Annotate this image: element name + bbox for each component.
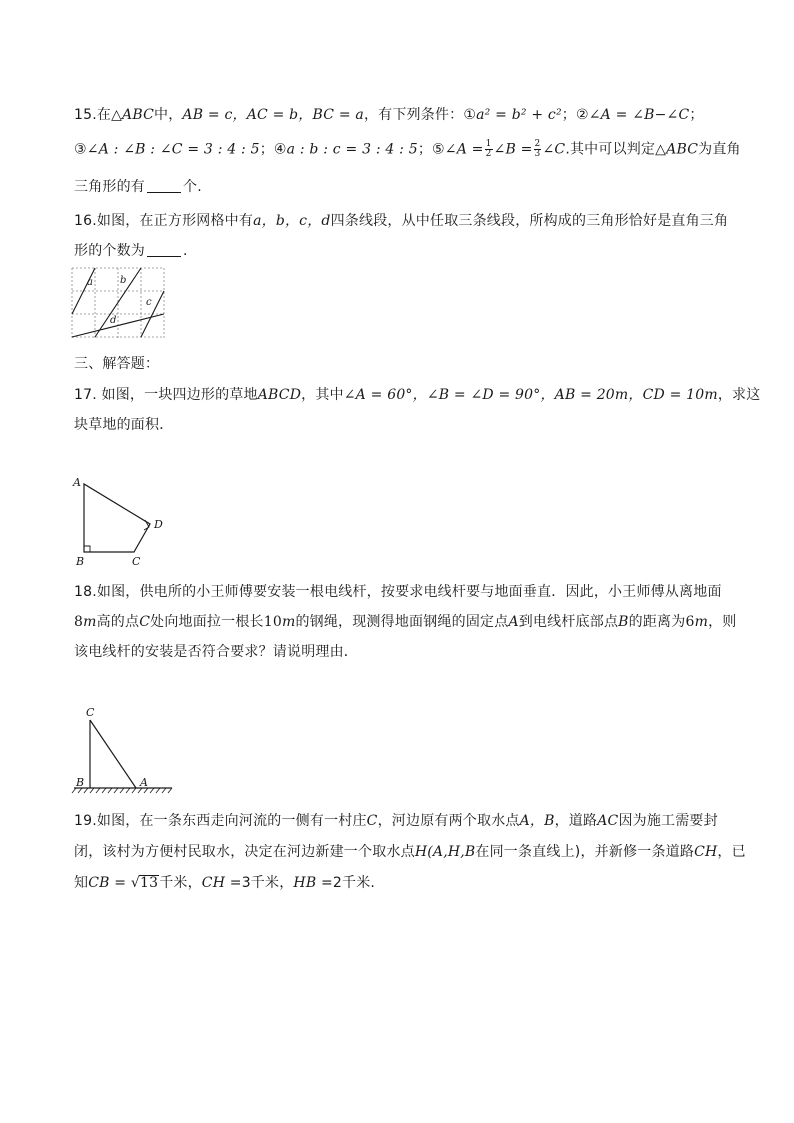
quadrilateral-abcd — [84, 484, 150, 552]
label-b: b — [120, 275, 127, 286]
q18-line-2 — [74, 613, 736, 631]
fraction-denominator: 2 — [485, 149, 492, 159]
q16-text: 四条线段，从中任取三条线段，所构成的三角形恰好是直角三角 — [330, 213, 729, 229]
q15-text: ； — [689, 107, 704, 123]
section-3-heading: 三、解答题： — [74, 356, 160, 372]
q16-grid-figure — [70, 265, 170, 341]
q19-text: 2千米. — [332, 875, 376, 891]
q19-math: A，B — [519, 813, 555, 829]
q17-line-2: 块草地的面积． — [74, 417, 174, 433]
q19-text: 在同一条直线上)，并新修一条道路 — [475, 844, 695, 860]
q19-math: CH = — [201, 875, 242, 891]
q15-line-2 — [74, 140, 741, 159]
q19-line-3 — [74, 874, 375, 892]
q15-text: ；④ — [259, 141, 287, 158]
q19-math: H(A,H,B — [414, 844, 476, 860]
q19-text: 千米， — [159, 875, 202, 891]
q18-unit: m — [83, 614, 97, 630]
q19-text: ，河边原有两个取水点 — [377, 813, 520, 829]
q19-text: 3千米， — [241, 875, 294, 891]
cable-ca — [90, 720, 136, 788]
q15-text: 个. — [183, 179, 202, 195]
q15-math: AB = c，AC = b，BC = a — [182, 107, 364, 123]
sqrt-radicand: 13 — [139, 875, 159, 891]
point-label-a: A — [140, 776, 148, 789]
vertex-label-a: A — [73, 476, 81, 489]
q19-text: 因为施工需要封 — [618, 813, 718, 829]
q19-math: HB = — [293, 875, 333, 891]
q18-line-1: 18.如图，供电所的小王师傅要安装一根电线杆，按要求电线杆要与地面垂直．因此，小王师傅从离地面 — [74, 584, 722, 600]
q19-text: 闭，该村为方便村民取水，决定在河边新建一个取水点 — [74, 844, 415, 860]
point-label-b: B — [76, 776, 85, 789]
q15-text: ，有下列条件：① — [363, 107, 477, 123]
q15-text: ③ — [74, 141, 87, 158]
q19-line-1 — [74, 812, 718, 830]
answer-blank[interactable] — [147, 180, 181, 193]
q15-math: ABC — [122, 107, 155, 123]
label-d: d — [110, 315, 117, 326]
q15-line-1 — [74, 106, 704, 124]
q19-text: 知 — [74, 875, 89, 891]
q18-text: 高的点 — [96, 614, 140, 630]
fraction-numerator: 1 — [485, 139, 492, 149]
q15-text: 15.在△ — [74, 107, 123, 123]
q17-text: 17. 如图，一块四边形的草地 — [74, 387, 258, 403]
fraction-numerator: 2 — [534, 139, 541, 149]
q18-math: A — [508, 614, 519, 630]
q19-text: 19.如图，在一条东西走向河流的一侧有一村庄 — [74, 813, 367, 829]
q15-math: ABC — [666, 141, 699, 158]
label-c: c — [146, 297, 152, 308]
q15-math: ∠B = — [493, 141, 533, 158]
q16-text: . — [183, 243, 188, 259]
label-a: a — [87, 277, 93, 288]
q19-math: AC — [597, 813, 619, 829]
q15-text: ；② — [561, 107, 589, 123]
segment-a — [72, 268, 95, 314]
q18-unit: m — [694, 614, 709, 630]
q19-math: CB = — [88, 875, 127, 891]
q18-number: 10 — [263, 614, 282, 630]
q18-unit: m — [281, 614, 296, 630]
q17-math: ABCD — [257, 387, 302, 403]
q18-number: 8 — [74, 614, 84, 630]
q18-line-3: 该电线杆的安装是否符合要求？请说明理由． — [74, 644, 358, 660]
sqrt-sign: √ — [130, 875, 140, 891]
q18-text: 处向地面拉一根长 — [150, 614, 264, 630]
q16-line-2 — [74, 242, 188, 260]
q15-text: 三角形的有 — [74, 179, 145, 195]
q18-text: 的钢绳，现测得地面钢绳的固定点 — [295, 614, 509, 630]
q15-text: 为直角 — [698, 141, 741, 158]
q17-line-1 — [74, 386, 760, 404]
q17-text: ，其中 — [301, 387, 344, 403]
q16-text: 形的个数为 — [74, 243, 145, 259]
ground-hatching — [72, 788, 172, 793]
q15-math: ∠A = ∠B−∠C — [588, 107, 690, 123]
q15-text: 中， — [154, 107, 183, 123]
q15-math: a : b : c = 3 : 4 : 5 — [286, 141, 418, 158]
q15-math: ∠A = — [444, 141, 484, 158]
answer-blank[interactable] — [147, 244, 181, 257]
q15-line-3 — [74, 178, 202, 196]
q19-line-2 — [74, 843, 746, 861]
point-label-c: C — [86, 706, 95, 719]
q19-text: ，已 — [717, 844, 746, 860]
q15-text: .其中可以判定△ — [565, 141, 667, 158]
q18-text: ，则 — [708, 614, 737, 630]
q16-math: a，b，c，d — [253, 213, 331, 229]
fraction-denominator: 3 — [534, 149, 541, 159]
q15-math: ∠C — [542, 141, 566, 158]
q18-text: 的距离为 — [628, 614, 686, 630]
fraction-two-thirds — [534, 140, 542, 159]
vertex-label-c: C — [132, 555, 141, 568]
q16-line-1 — [74, 212, 728, 230]
q17-text: ，求这 — [717, 387, 761, 403]
q15-math: ∠A : ∠B : ∠C = 3 : 4 : 5 — [86, 141, 260, 158]
q18-text: 到电线杆底部点 — [518, 614, 619, 630]
q18-number: 6 — [685, 614, 695, 630]
segment-b — [95, 268, 141, 337]
q19-text: ，道路 — [554, 813, 598, 829]
q18-math: C — [139, 614, 151, 630]
q19-math: CH — [694, 844, 718, 860]
q18-pole-figure — [70, 700, 176, 796]
vertex-label-d: D — [154, 518, 163, 531]
q17-quadrilateral-figure — [70, 472, 170, 570]
q15-text: ；⑤ — [417, 141, 445, 158]
q16-text: 16.如图，在正方形网格中有 — [74, 213, 254, 229]
fraction-one-half — [485, 140, 493, 159]
q18-math: B — [618, 614, 629, 630]
q19-math: C — [366, 813, 378, 829]
right-angle-mark-b — [84, 546, 90, 552]
q17-math: ∠A = 60°，∠B = ∠D = 90°，AB = 20m，CD = 10m — [343, 387, 718, 403]
vertex-label-b: B — [76, 555, 85, 568]
q15-math: a² = b² + c² — [476, 107, 562, 123]
